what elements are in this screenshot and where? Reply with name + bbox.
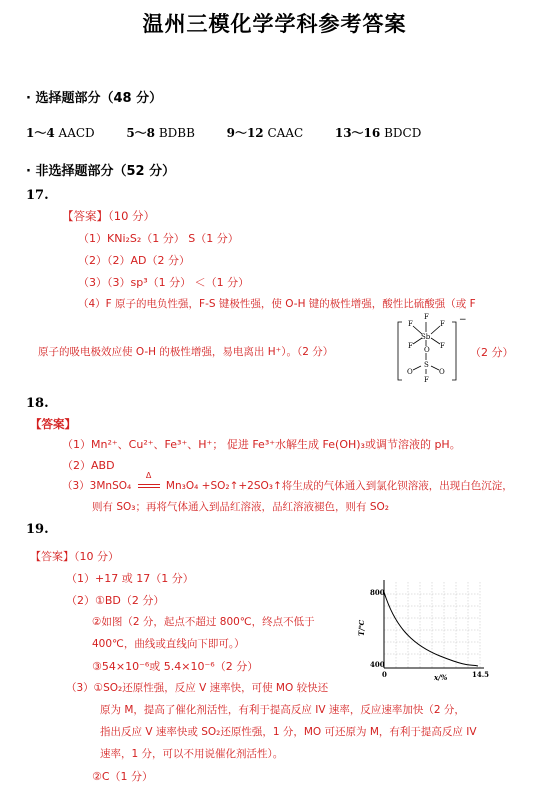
q18-reactant: （3）3MnSO₄ bbox=[62, 480, 132, 492]
graph-y-top-label: 800 bbox=[370, 588, 385, 597]
mc-range-1: 1～4 bbox=[26, 126, 55, 140]
atom-f-top: F bbox=[424, 313, 429, 321]
left-bracket bbox=[398, 322, 402, 380]
atom-f-lower-right: F bbox=[440, 342, 445, 350]
q18-answer-header: 【答案】 bbox=[30, 417, 76, 431]
mc-range-4: 13～16 bbox=[334, 126, 381, 140]
q19-line-1: （1）+17 或 17（1 分） bbox=[66, 572, 194, 585]
graph-x-zero-label: 0 bbox=[382, 670, 387, 679]
mc-answer-2: BDBB bbox=[158, 126, 195, 140]
heat-equals-sign bbox=[138, 471, 160, 492]
graph-y-axis-label: T/℃ bbox=[357, 619, 366, 636]
q17-score-note: （2 分） bbox=[470, 346, 514, 359]
ion-charge: − bbox=[459, 315, 467, 325]
atom-f-bottom: F bbox=[424, 376, 429, 384]
q19-line-5: ③54×10⁻⁶或 5.4×10⁻⁶（2 分） bbox=[92, 660, 259, 673]
graph-curve bbox=[384, 592, 478, 666]
heat-delta-symbol: Δ bbox=[145, 471, 152, 480]
q18-line-4: 则有 SO₃；再将气体通入到品红溶液，品红溶液褪色，则有 SO₂ bbox=[92, 501, 389, 513]
graph-x-axis-label: x/% bbox=[434, 673, 448, 682]
q17-answer-header: 【答案】（10 分） bbox=[62, 209, 156, 223]
section-choice-heading: · 选择题部分（48 分） bbox=[26, 91, 163, 106]
graph-y-bottom-label: 400 bbox=[370, 660, 385, 669]
q18-line-1: （1）Mn²⁺、Cu²⁺、Fe³⁺、H⁺； 促进 Fe³⁺水解生成 Fe(OH)₃或调节溶液的 pH。 bbox=[62, 438, 461, 451]
atom-f-upper-right: F bbox=[440, 320, 445, 328]
atom-o-right: O bbox=[439, 368, 445, 376]
q19-line-3: ②如图（2 分，起点不超过 800℃，终点不低于 bbox=[92, 616, 315, 628]
atom-f-lower-left: F bbox=[408, 342, 413, 350]
mc-answer-3: CAAC bbox=[267, 126, 304, 140]
q19-line-8: 指出反应 V 速率快或 SO₂还原性强，1 分，MO 可还原为 M，有利于提高反应 IV bbox=[100, 726, 477, 738]
graph-x-end-label: 14.5 bbox=[472, 670, 490, 679]
q19-number: 19. bbox=[26, 522, 49, 537]
q19-line-9: 速率，1 分，可以不用说催化剂活性）。 bbox=[100, 748, 284, 760]
q19-line-2: （2）①BD（2 分） bbox=[66, 594, 165, 607]
q17-line-4: （4）F 原子的电负性强，F-S 键极性强，使 O-H 键的极性增强，酸性比硫酸强（或 F bbox=[78, 298, 476, 310]
q17-line-5: 原子的吸电极效应使 O-H 的极性增强，易电离出 H⁺）。（2 分） bbox=[38, 346, 334, 358]
mc-answers-row bbox=[26, 124, 421, 141]
q19-line-10: ②C（1 分） bbox=[92, 770, 154, 783]
q19-line-4: 400℃，曲线或直线向下即可。） bbox=[92, 638, 245, 650]
right-bracket bbox=[452, 322, 456, 380]
q17-line-1: （1）KNi₂S₂（1 分） S（1 分） bbox=[78, 232, 239, 245]
q18-line-2: （2）ABD bbox=[62, 459, 115, 472]
section-nonchoice-heading: · 非选择题部分（52 分） bbox=[26, 164, 176, 179]
q17-number: 17. bbox=[26, 188, 49, 203]
atom-sb: Sb bbox=[421, 333, 431, 341]
atom-f-upper-left: F bbox=[408, 320, 413, 328]
mc-answer-4: BDCD bbox=[384, 126, 422, 140]
q18-products: Mn₃O₄ +SO₂↑+2SO₃↑将生成的气体通入到氯化钡溶液，出现白色沉淀， bbox=[165, 480, 513, 492]
atom-o-bridge: O bbox=[424, 346, 430, 354]
fluorosulfonate-structure-diagram bbox=[396, 308, 468, 386]
q17-line-2: （2）（2）AD（2 分） bbox=[78, 254, 190, 267]
q19-line-6: （3）①SO₂还原性强，反应 V 速率快，可使 MO 较快还 bbox=[66, 682, 329, 694]
q19-line-7: 原为 M，提高了催化剂活性，有利于提高反应 IV 速率，反应速率加快（2 分， bbox=[100, 704, 465, 716]
atom-s: S bbox=[424, 361, 429, 369]
graph-grid bbox=[384, 582, 480, 668]
temperature-curve-graph bbox=[350, 576, 500, 684]
q18-line-3 bbox=[62, 471, 513, 493]
mc-answer-1: AACD bbox=[58, 126, 95, 140]
q18-number: 18. bbox=[26, 396, 49, 411]
mc-range-2: 5～8 bbox=[126, 126, 156, 140]
q17-line-3: （3）（3）sp³（1 分） ＜（1 分） bbox=[78, 276, 250, 289]
atom-o-left: O bbox=[407, 368, 413, 376]
mc-range-3: 9～12 bbox=[226, 126, 264, 140]
q19-answer-header: 【答案】（10 分） bbox=[30, 550, 119, 563]
page-title: 温州三模化学学科参考答案 bbox=[142, 12, 407, 36]
